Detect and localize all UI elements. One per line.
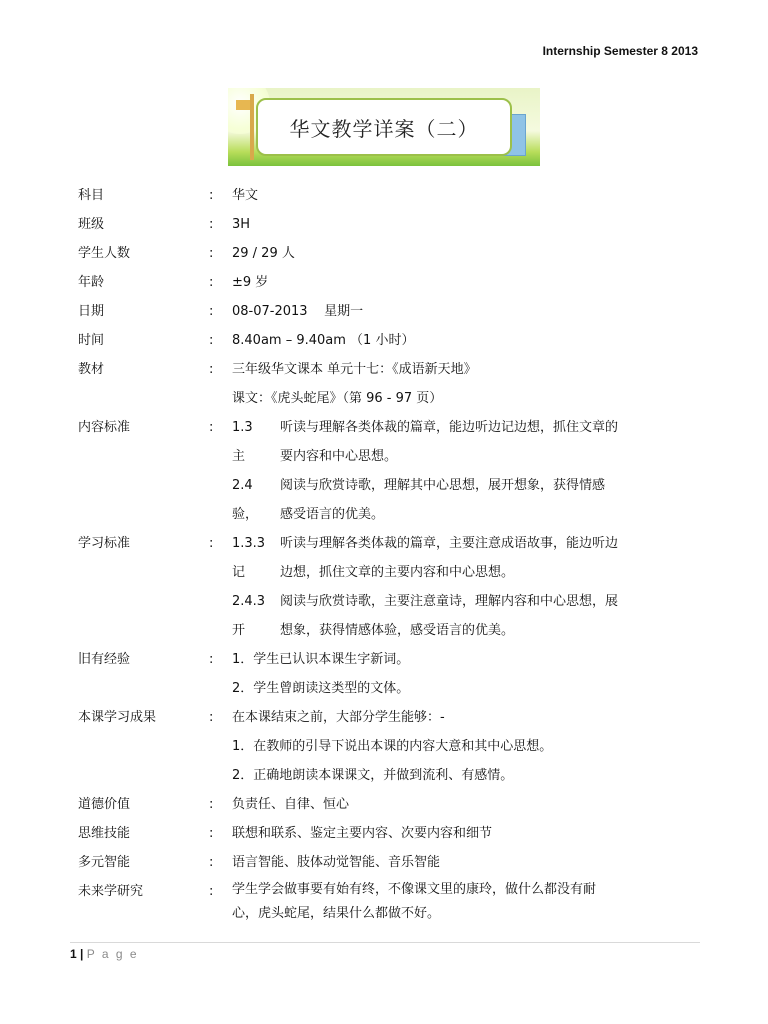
standard-text: 验， bbox=[232, 507, 259, 522]
lesson-plan-details bbox=[78, 181, 698, 925]
field-value: 3H bbox=[232, 217, 251, 232]
standard-number: 2.4.3 bbox=[232, 594, 266, 609]
footer-separator: | bbox=[80, 947, 84, 961]
field-label: 教材 bbox=[78, 362, 105, 377]
list-item: 2．学生曾朗读这类型的文体。 bbox=[232, 681, 410, 696]
page-title: 华文教学详案（二） bbox=[256, 98, 512, 156]
field-colon: : bbox=[209, 304, 214, 319]
list-item: 2．正确地朗读本课课文，并做到流利、有感情。 bbox=[232, 768, 514, 783]
standard-item-continued bbox=[232, 442, 698, 471]
row-class bbox=[78, 210, 698, 239]
standard-text: 听读与理解各类体裁的篇章，主要注意成语故事，能边听边 bbox=[280, 536, 619, 551]
field-value: 学生学会做事要有始有终，不像课文里的康玲，做什么都没有耐 bbox=[232, 882, 597, 897]
standard-item bbox=[232, 471, 698, 500]
field-label: 旧有经验 bbox=[78, 652, 131, 667]
field-value: 心，虎头蛇尾，结果什么都做不好。 bbox=[232, 906, 441, 921]
row-learning-standard bbox=[78, 529, 698, 645]
field-colon: : bbox=[209, 797, 214, 812]
field-value: ±9 岁 bbox=[232, 275, 269, 290]
row-time bbox=[78, 326, 698, 355]
field-colon: : bbox=[209, 652, 214, 667]
standard-item-continued bbox=[232, 500, 698, 529]
standard-number: 2.4 bbox=[232, 478, 253, 493]
field-label: 科目 bbox=[78, 188, 105, 203]
field-label: 年龄 bbox=[78, 275, 105, 290]
field-colon: : bbox=[209, 246, 214, 261]
standard-text: 阅读与欣赏诗歌，理解其中心思想，展开想象，获得情感 bbox=[280, 478, 606, 493]
field-label: 未来学研究 bbox=[78, 884, 144, 899]
row-thinking-skills bbox=[78, 819, 698, 848]
field-colon: : bbox=[209, 420, 214, 435]
standard-text: 要内容和中心思想。 bbox=[280, 449, 398, 464]
field-colon: : bbox=[209, 362, 214, 377]
field-colon: : bbox=[209, 826, 214, 841]
standard-text: 记 bbox=[232, 565, 246, 580]
field-label: 思维技能 bbox=[78, 826, 131, 841]
field-label: 道德价值 bbox=[78, 797, 131, 812]
field-colon: : bbox=[209, 333, 214, 348]
field-colon: : bbox=[209, 536, 214, 551]
row-prior-knowledge bbox=[78, 645, 698, 703]
field-colon: : bbox=[209, 217, 214, 232]
field-value: 联想和联系、鉴定主要内容、次要内容和细节 bbox=[232, 826, 493, 841]
standard-text: 边想，抓住文章的主要内容和中心思想。 bbox=[280, 565, 515, 580]
field-value: 29 / 29 人 bbox=[232, 246, 295, 261]
field-label: 本课学习成果 bbox=[78, 710, 157, 725]
row-age bbox=[78, 268, 698, 297]
field-value: 负责任、自律、恒心 bbox=[232, 797, 350, 812]
row-multiple-intelligences bbox=[78, 848, 698, 877]
list-item: 1．学生已认识本课生字新词。 bbox=[232, 652, 410, 667]
standard-number: 1.3.3 bbox=[232, 536, 266, 551]
field-label: 学习标准 bbox=[78, 536, 131, 551]
standard-number: 1.3 bbox=[232, 420, 253, 435]
field-value: 8.40am – 9.40am （1 小时） bbox=[232, 333, 415, 348]
list-item: 1．在教师的引导下说出本课的内容大意和其中心思想。 bbox=[232, 739, 553, 754]
field-colon: : bbox=[209, 855, 214, 870]
row-subject bbox=[78, 181, 698, 210]
field-value: 三年级华文课本 单元十七：《成语新天地》 bbox=[232, 362, 477, 377]
row-material bbox=[78, 355, 698, 413]
title-banner bbox=[228, 88, 540, 166]
page-number: 1 bbox=[70, 947, 77, 961]
banner-flag-decoration bbox=[236, 100, 250, 110]
standard-text: 主 bbox=[232, 449, 246, 464]
field-colon: : bbox=[209, 710, 214, 725]
field-label: 内容标准 bbox=[78, 420, 131, 435]
field-label: 班级 bbox=[78, 217, 105, 232]
field-colon: : bbox=[209, 188, 214, 203]
field-label: 多元智能 bbox=[78, 855, 131, 870]
field-value: 华文 bbox=[232, 188, 259, 203]
header-semester-text: Internship Semester 8 2013 bbox=[542, 44, 698, 58]
field-value: 课文：《虎头蛇尾》（第 96 - 97 页） bbox=[232, 391, 443, 406]
standard-text: 感受语言的优美。 bbox=[280, 507, 385, 522]
field-label: 时间 bbox=[78, 333, 105, 348]
row-moral-values bbox=[78, 790, 698, 819]
field-colon: : bbox=[209, 275, 214, 290]
footer-divider bbox=[70, 942, 700, 943]
banner-pole-decoration bbox=[250, 94, 254, 160]
standard-item bbox=[232, 529, 698, 558]
field-value: 语言智能、肢体动觉智能、音乐智能 bbox=[232, 855, 441, 870]
standard-text: 想象，获得情感体验，感受语言的优美。 bbox=[280, 623, 515, 638]
standard-item-continued bbox=[232, 558, 698, 587]
field-label: 学生人数 bbox=[78, 246, 131, 261]
row-learning-outcomes bbox=[78, 703, 698, 790]
field-label: 日期 bbox=[78, 304, 105, 319]
outcomes-intro: 在本课结束之前，大部分学生能够：- bbox=[232, 710, 445, 725]
page-footer bbox=[70, 947, 139, 961]
standard-text: 阅读与欣赏诗歌，主要注意童诗，理解内容和中心思想，展 bbox=[280, 594, 619, 609]
row-date bbox=[78, 297, 698, 326]
field-value: 08-07-2013 星期一 bbox=[232, 304, 364, 319]
field-colon: : bbox=[209, 884, 214, 899]
row-content-standard bbox=[78, 413, 698, 529]
standard-text: 开 bbox=[232, 623, 246, 638]
standard-item bbox=[232, 413, 698, 442]
standard-item-continued bbox=[232, 616, 698, 645]
standard-text: 听读与理解各类体裁的篇章，能边听边记边想，抓住文章的 bbox=[280, 420, 619, 435]
standard-item bbox=[232, 587, 698, 616]
page-label: P a g e bbox=[86, 947, 139, 961]
row-students bbox=[78, 239, 698, 268]
row-future-studies bbox=[78, 877, 698, 925]
